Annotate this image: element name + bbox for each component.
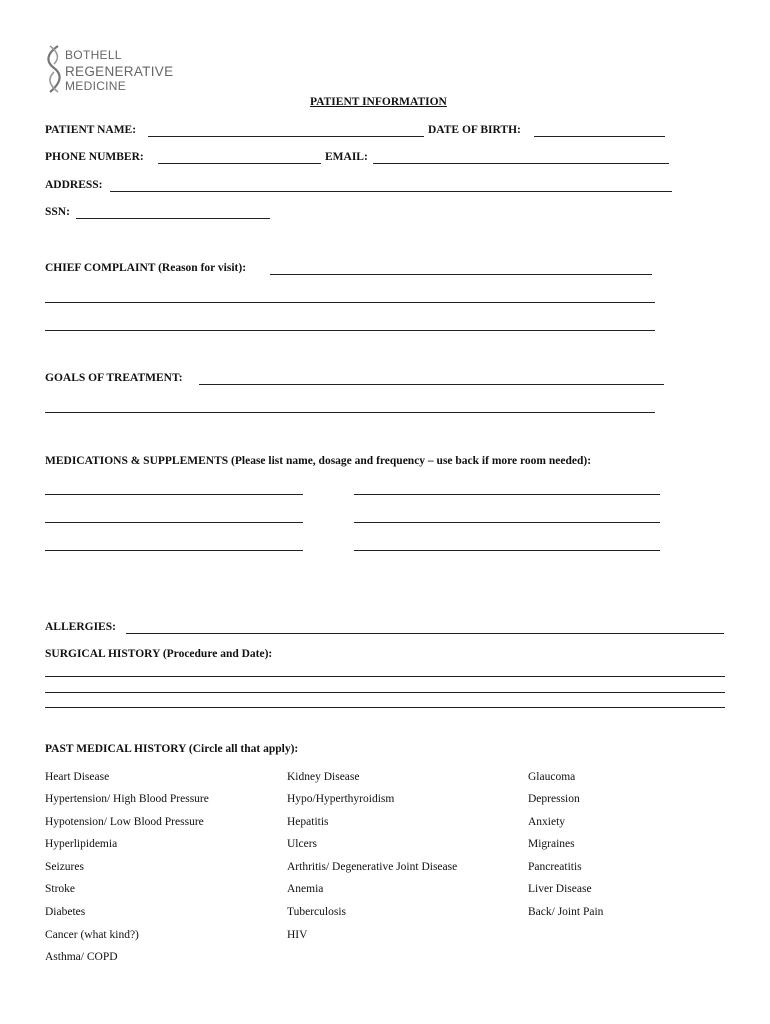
history-item[interactable]: Asthma/ COPD	[45, 951, 118, 963]
surgical-history-line[interactable]	[45, 692, 725, 693]
history-item[interactable]: Diabetes	[45, 906, 86, 918]
medication-line[interactable]	[354, 522, 660, 523]
history-item[interactable]: Hypertension/ High Blood Pressure	[45, 793, 209, 805]
history-item[interactable]: Liver Disease	[528, 883, 592, 895]
dob-field[interactable]	[534, 136, 665, 137]
surgical-history-line[interactable]	[45, 707, 725, 708]
email-label: EMAIL:	[325, 151, 368, 163]
logo-line-1: BOTHELL	[65, 48, 122, 62]
ssn-label: SSN:	[45, 206, 70, 218]
history-item[interactable]: Depression	[528, 793, 580, 805]
chief-complaint-field[interactable]	[270, 274, 652, 275]
history-item[interactable]: Anemia	[287, 883, 324, 895]
logo-line-2: REGENERATIVE	[65, 64, 174, 79]
history-item[interactable]: Migraines	[528, 838, 575, 850]
chief-complaint-line-2[interactable]	[45, 302, 655, 303]
surgical-history-line[interactable]	[45, 676, 725, 677]
patient-name-label: PATIENT NAME:	[45, 124, 137, 136]
medication-line[interactable]	[45, 494, 303, 495]
dna-helix-icon	[44, 44, 64, 94]
history-item[interactable]: Cancer (what kind?)	[45, 929, 139, 941]
surgical-history-label: SURGICAL HISTORY (Procedure and Date):	[45, 648, 273, 660]
allergies-label: ALLERGIES:	[45, 621, 116, 633]
logo-line-3: MEDICINE	[65, 79, 127, 93]
goals-line-2[interactable]	[45, 412, 655, 413]
history-item[interactable]: Arthritis/ Degenerative Joint Disease	[287, 861, 458, 873]
history-item[interactable]: Seizures	[45, 861, 84, 873]
history-item[interactable]: Heart Disease	[45, 771, 110, 783]
goals-field[interactable]	[199, 384, 664, 385]
chief-complaint-label: CHIEF COMPLAINT (Reason for visit):	[45, 262, 247, 274]
chief-complaint-line-3[interactable]	[45, 330, 655, 331]
history-item[interactable]: Hyperlipidemia	[45, 838, 118, 850]
patient-name-field[interactable]	[148, 136, 424, 137]
dob-label: DATE OF BIRTH:	[428, 124, 521, 136]
ssn-field[interactable]	[76, 218, 270, 219]
medication-line[interactable]	[354, 550, 660, 551]
past-medical-history-label: PAST MEDICAL HISTORY (Circle all that apply):	[45, 743, 299, 755]
form-title: PATIENT INFORMATION	[310, 96, 447, 108]
history-item[interactable]: Anxiety	[528, 816, 566, 828]
medication-line[interactable]	[45, 550, 303, 551]
email-field[interactable]	[373, 163, 669, 164]
history-item[interactable]: Tuberculosis	[287, 906, 346, 918]
history-item[interactable]: Ulcers	[287, 838, 318, 850]
phone-field[interactable]	[158, 163, 321, 164]
address-label: ADDRESS:	[45, 179, 103, 191]
history-item[interactable]: Kidney Disease	[287, 771, 360, 783]
history-item[interactable]: Hepatitis	[287, 816, 329, 828]
history-item[interactable]: HIV	[287, 929, 308, 941]
history-item[interactable]: Hypotension/ Low Blood Pressure	[45, 816, 204, 828]
history-item[interactable]: Glaucoma	[528, 771, 576, 783]
medication-line[interactable]	[354, 494, 660, 495]
logo	[44, 44, 184, 96]
allergies-field[interactable]	[126, 633, 724, 634]
history-item[interactable]: Hypo/Hyperthyroidism	[287, 793, 395, 805]
medication-line[interactable]	[45, 522, 303, 523]
history-item[interactable]: Stroke	[45, 883, 76, 895]
goals-label: GOALS OF TREATMENT:	[45, 372, 183, 384]
history-item[interactable]: Back/ Joint Pain	[528, 906, 604, 918]
phone-label: PHONE NUMBER:	[45, 151, 144, 163]
address-field[interactable]	[110, 191, 672, 192]
history-item[interactable]: Pancreatitis	[528, 861, 582, 873]
medications-label: MEDICATIONS & SUPPLEMENTS (Please list name, dosage and frequency – use back if more room needed):	[45, 455, 592, 467]
